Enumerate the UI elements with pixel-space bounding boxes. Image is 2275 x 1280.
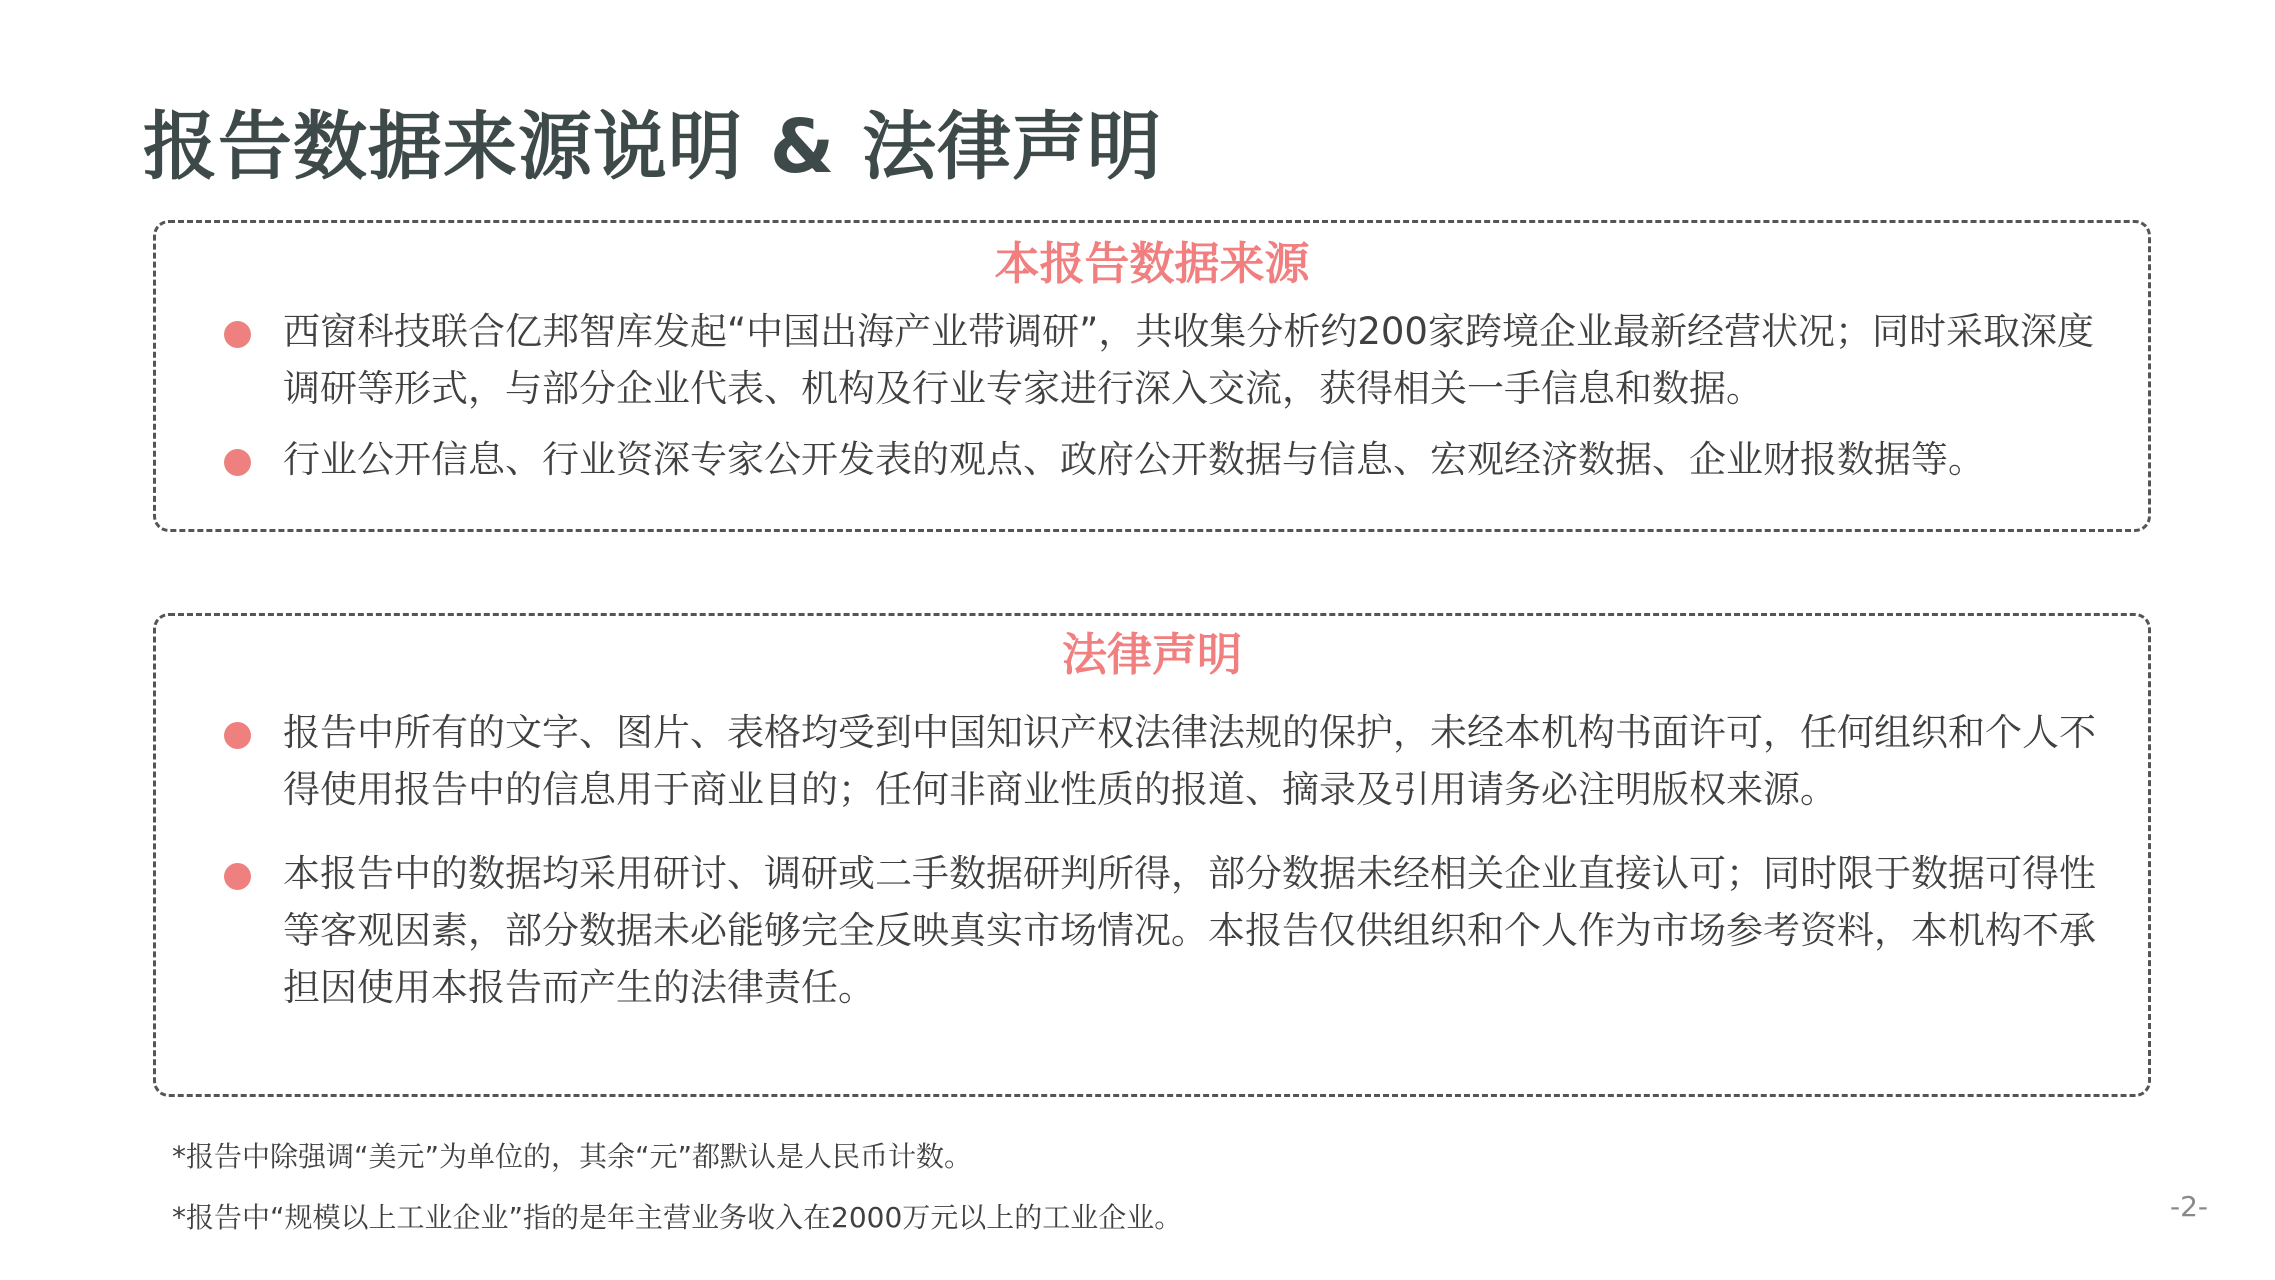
footnote-currency: *报告中除强调“美元”为单位的，其余“元”都默认是人民币计数。 <box>172 1140 973 1173</box>
bullet-dot-icon <box>224 863 251 890</box>
list-item-text: 行业公开信息、行业资深专家公开发表的观点、政府公开数据与信息、宏观经济数据、企业财报数据等。 <box>283 438 1985 481</box>
list-item <box>156 431 2148 488</box>
data-sources-heading: 本报告数据来源 <box>994 237 1310 290</box>
bullet-dot-icon <box>224 449 251 476</box>
list-item-text: 本报告中的数据均采用研讨、调研或二手数据研判所得，部分数据未经相关企业直接认可；同时限于数据可得性等客观因素，部分数据未必能够完全反映真实市场情况。本报告仅供组织和个人作为市场参考资料，本机构不承担因使用本报告而产生的法律责任。 <box>283 852 2096 1009</box>
list-item <box>156 704 2148 818</box>
list-item-text: 报告中所有的文字、图片、表格均受到中国知识产权法律法规的保护，未经本机构书面许可，任何组织和个人不得使用报告中的信息用于商业目的；任何非商业性质的报道、摘录及引用请务必注明版权来源。 <box>283 711 2096 811</box>
bullet-dot-icon <box>224 321 251 348</box>
list-item <box>156 303 2148 417</box>
list-item <box>156 845 2148 1016</box>
legal-statement-box <box>153 613 2151 1097</box>
bullet-dot-icon <box>224 722 251 749</box>
legal-statement-heading: 法律声明 <box>1061 628 1242 681</box>
list-item-text: 西窗科技联合亿邦智库发起“中国出海产业带调研”，共收集分析约200家跨境企业最新经营状况；同时采取深度调研等形式，与部分企业代表、机构及行业专家进行深入交流，获得相关一手信息和数据。 <box>283 310 2094 410</box>
page-title: 报告数据来源说明 & 法律声明 <box>143 104 1163 190</box>
page-number: -2- <box>2170 1190 2209 1223</box>
data-sources-box <box>153 220 2151 532</box>
footnote-industrial-enterprise: *报告中“规模以上工业企业”指的是年主营业务收入在2000万元以上的工业企业。 <box>172 1201 1183 1234</box>
